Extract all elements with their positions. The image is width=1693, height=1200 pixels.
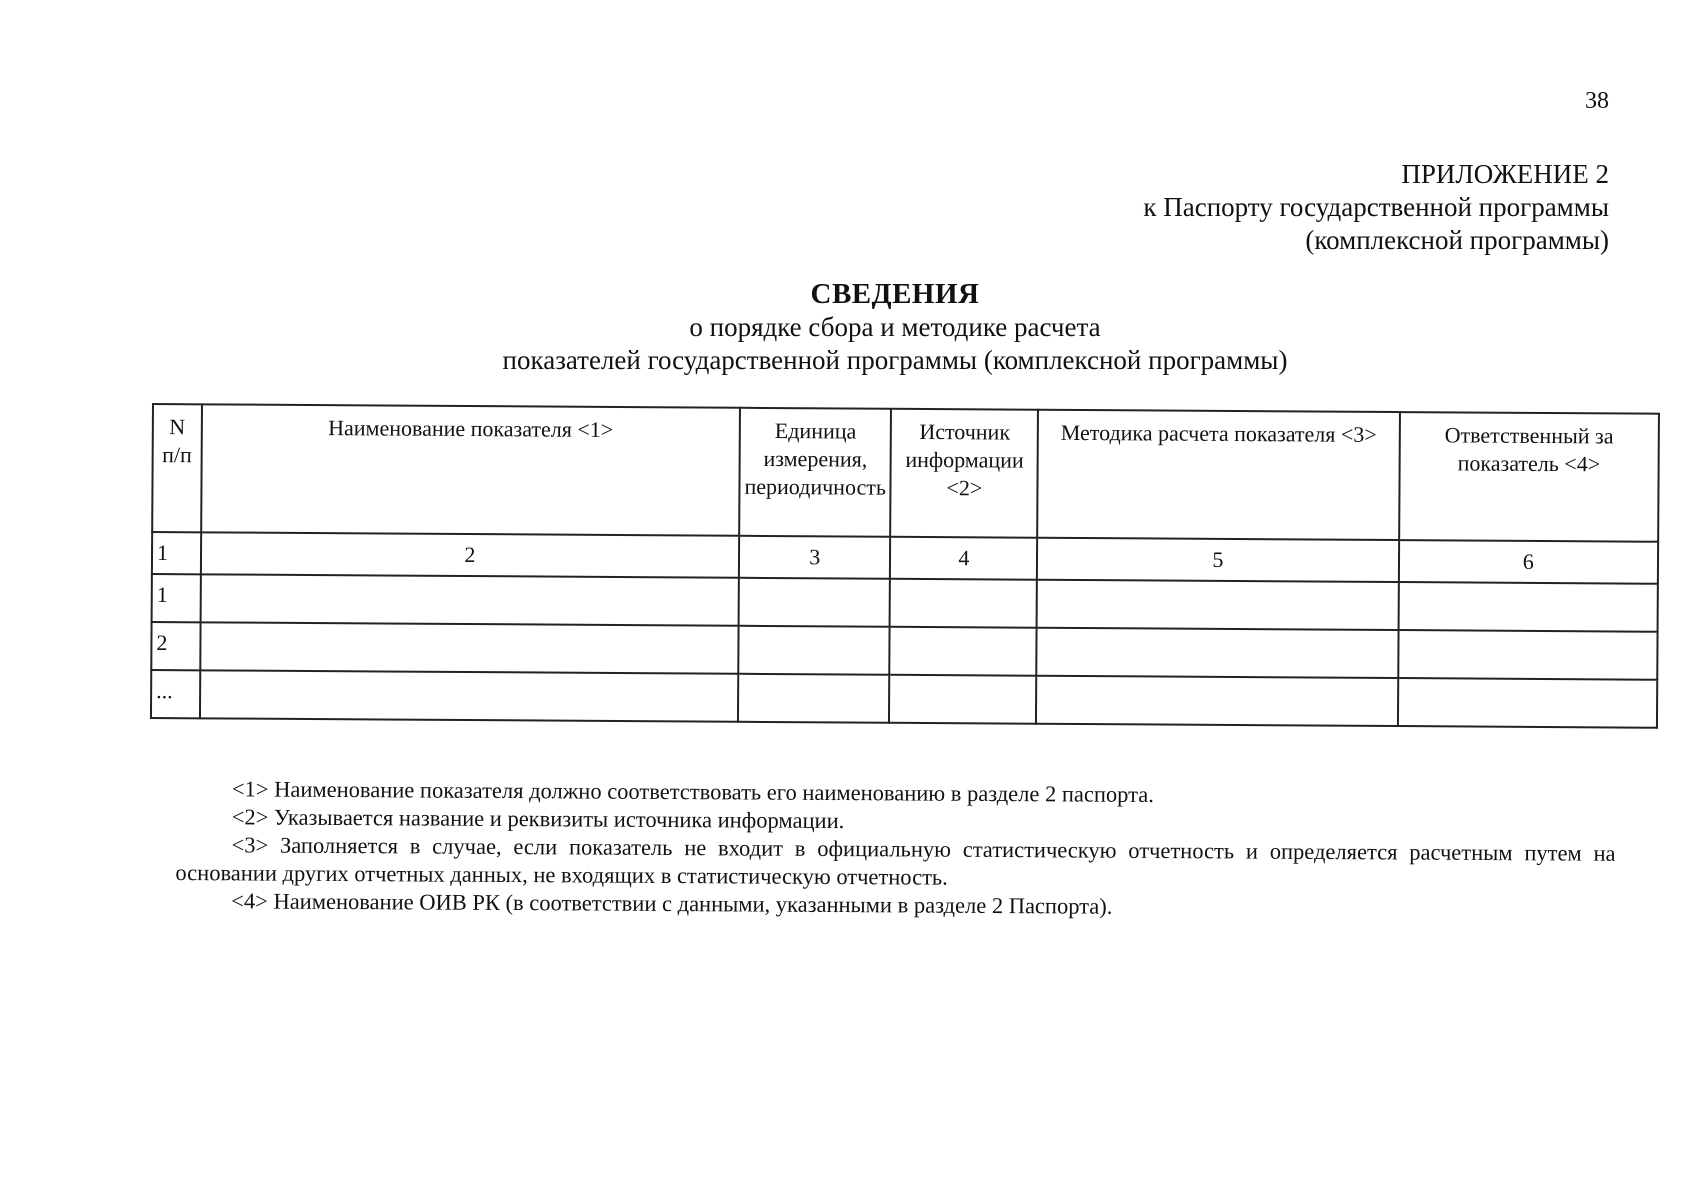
table-cell: [1037, 628, 1399, 678]
column-number-cell: 4: [890, 537, 1037, 580]
row-number-cell: ...: [151, 670, 200, 718]
footnote-4: <4> Наименование ОИВ РК (в соответствии с данными, указанными в разделе 2 Паспорта).: [231, 888, 1113, 919]
table-header-row: [152, 404, 1659, 542]
row-number-cell: 1: [152, 574, 201, 622]
appendix-subtitle-line1: к Паспорту государственной программы: [1143, 192, 1609, 222]
footnote-2: <2> Указывается название и реквизиты источника информации.: [231, 804, 845, 834]
indicators-table: [150, 403, 1660, 729]
footnotes: [175, 775, 1616, 924]
table-cell: [1398, 582, 1658, 632]
header-cell-method: Методика расчета показателя <3>: [1037, 410, 1399, 540]
column-number-cell: 5: [1037, 538, 1399, 582]
table-cell: [200, 670, 739, 721]
appendix-subtitle-line2: (комплексной программы): [1305, 225, 1609, 255]
document-subtitle-line1: о порядке сбора и методике расчета: [689, 312, 1101, 342]
table-cell: [1398, 630, 1658, 680]
header-cell-responsible: Ответственный за показатель <4>: [1399, 412, 1659, 542]
page-number: 38: [1585, 88, 1609, 114]
document-title: СВЕДЕНИЯ: [810, 278, 980, 310]
footnote-1: <1> Наименование показателя должно соответствовать его наименованию в разделе 2 паспорта.: [231, 776, 1154, 807]
table-cell: [1037, 580, 1399, 630]
footnote-3: <3> Заполняется в случае, если показатель не входит в официальную статистическую отчетность и определяется расчетным путем на основании других отчетных данных, не входящих в статистическую отчетность.: [175, 832, 1616, 890]
table-cell: [200, 622, 739, 673]
header-cell-unit: Единица измерения, периодичность: [739, 408, 891, 537]
row-number-cell: 2: [151, 622, 200, 670]
document-heading: [0, 278, 1693, 377]
column-number-cell: 3: [739, 536, 891, 579]
table-cell: [200, 574, 739, 625]
header-cell-number: N п/п: [152, 404, 202, 532]
table-row: [151, 670, 1657, 728]
header-cell-source: Источник информации <2>: [891, 409, 1039, 538]
column-number-cell: 6: [1398, 540, 1658, 584]
appendix-title: ПРИЛОЖЕНИЕ 2: [1401, 159, 1609, 189]
table-cell: [1398, 678, 1658, 728]
table-cell: [1036, 676, 1398, 726]
table-cell: [739, 578, 891, 627]
table-cell: [890, 627, 1037, 676]
column-number-cell: 1: [152, 532, 201, 574]
table-cell: [738, 674, 890, 723]
column-number-cell: 2: [201, 532, 740, 577]
table-cell: [890, 579, 1037, 628]
document-subtitle-line2: показателей государственной программы (комплексной программы): [502, 345, 1288, 375]
table-cell: [889, 675, 1036, 724]
appendix-block: [1143, 158, 1609, 257]
header-cell-indicator-name: Наименование показателя <1>: [201, 404, 740, 535]
table-cell: [738, 626, 890, 675]
